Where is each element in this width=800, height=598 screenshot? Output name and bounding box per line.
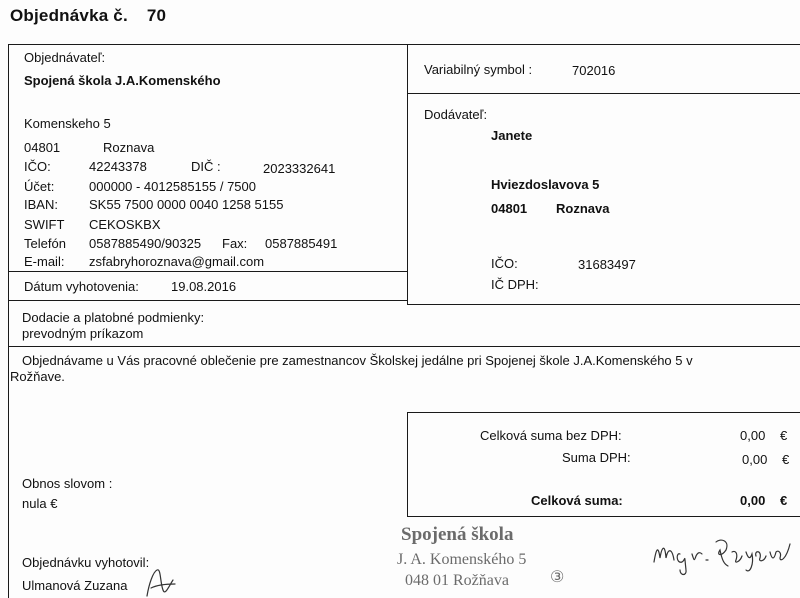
date-value: 19.08.2016	[171, 279, 237, 294]
totals-left-border	[407, 412, 408, 517]
stamp-line3: 048 01 Rožňava	[405, 572, 509, 589]
supplier-bottom-border	[407, 304, 800, 305]
vs-divider	[407, 93, 800, 94]
buyer-swift-label: SWIFT	[24, 217, 65, 232]
buyer-email-label: E-mail:	[24, 254, 65, 269]
buyer-swift: CEKOSKBX	[89, 217, 161, 232]
buyer-fax: 0587885491	[265, 236, 338, 251]
supplier-ico-label: IČO:	[491, 256, 518, 271]
buyer-phone-label: Telefón	[24, 236, 66, 251]
buyer-label: Objednávateľ:	[24, 50, 106, 65]
buyer-iban-label: IBAN:	[24, 197, 58, 212]
total-label: Celková suma:	[531, 493, 623, 508]
totals-bottom-border	[407, 516, 800, 517]
supplier-ico: 31683497	[578, 257, 636, 272]
buyer-account-label: Účet:	[24, 179, 55, 194]
delivery-value: prevodným príkazom	[22, 326, 144, 341]
delivery-divider	[8, 346, 800, 347]
delivery-label: Dodacie a platobné podmienky:	[22, 310, 205, 325]
order-text-line1: Objednávame u Vás pracovné oblečenie pre zamestnancov Školskej jedálne pri Spojenej škole J.A.Komenského 5 v	[22, 353, 693, 368]
issuer-name: Ulmanová Zuzana	[22, 578, 128, 593]
buyer-bottom-border	[8, 300, 408, 301]
vat-label: Suma DPH:	[562, 450, 631, 465]
buyer-city: Roznava	[103, 140, 155, 155]
order-text-line2: Rožňave.	[10, 369, 65, 384]
buyer-right-border	[407, 44, 408, 305]
net-total-value: 0,00	[740, 428, 766, 443]
total-value: 0,00	[740, 493, 766, 508]
stamp-mark: ③	[550, 569, 565, 586]
supplier-zip: 04801	[491, 201, 528, 216]
net-total-currency: €	[780, 428, 788, 443]
frame-top-border	[8, 44, 800, 45]
issuer-signature	[143, 566, 179, 598]
buyer-account: 000000 - 4012585155 / 7500	[89, 179, 256, 194]
supplier-street: Hviezdoslavova 5	[491, 177, 600, 192]
buyer-email: zsfabryhoroznava@gmail.com	[89, 254, 265, 269]
buyer-dic: 2023332641	[263, 161, 336, 176]
vat-currency: €	[782, 452, 790, 467]
buyer-ico-label: IČO:	[24, 159, 51, 174]
vat-value: 0,00	[742, 452, 768, 467]
buyer-ico: 42243378	[89, 159, 147, 174]
net-total-label: Celková suma bez DPH:	[480, 428, 622, 443]
buyer-fax-label: Fax:	[222, 236, 248, 251]
variable-symbol-value: 702016	[572, 63, 616, 78]
buyer-iban: SK55 7500 0000 0040 1258 5155	[89, 197, 284, 212]
totals-top-border	[407, 412, 800, 413]
buyer-zip: 04801	[24, 140, 61, 155]
date-label: Dátum vyhotovenia:	[24, 279, 139, 294]
title-label: Objednávka č.	[10, 6, 128, 25]
buyer-street: Komenskeho 5	[24, 116, 111, 131]
buyer-phone: 0587885490/90325	[89, 236, 202, 251]
words-label: Obnos slovom :	[22, 476, 113, 491]
director-signature	[650, 530, 795, 578]
stamp-line2: J. A. Komenského 5	[397, 551, 527, 568]
words-value: nula €	[22, 496, 58, 511]
frame-left-border	[8, 44, 9, 598]
stamp-line1: Spojená škola	[401, 524, 514, 545]
supplier-icdph-label: IČ DPH:	[491, 277, 539, 292]
order-number: 70	[146, 6, 167, 25]
buyer-name: Spojená škola J.A.Komenského	[24, 73, 221, 88]
supplier-label: Dodávateľ:	[424, 107, 488, 122]
variable-symbol-label: Variabilný symbol :	[424, 62, 533, 77]
total-currency: €	[780, 493, 788, 508]
supplier-city: Roznava	[556, 201, 610, 216]
supplier-name: Janete	[491, 128, 533, 143]
issuer-label: Objednávku vyhotovil:	[22, 555, 150, 570]
document-title	[10, 6, 166, 26]
buyer-dic-label: DIČ :	[191, 159, 221, 174]
date-divider	[8, 271, 408, 272]
